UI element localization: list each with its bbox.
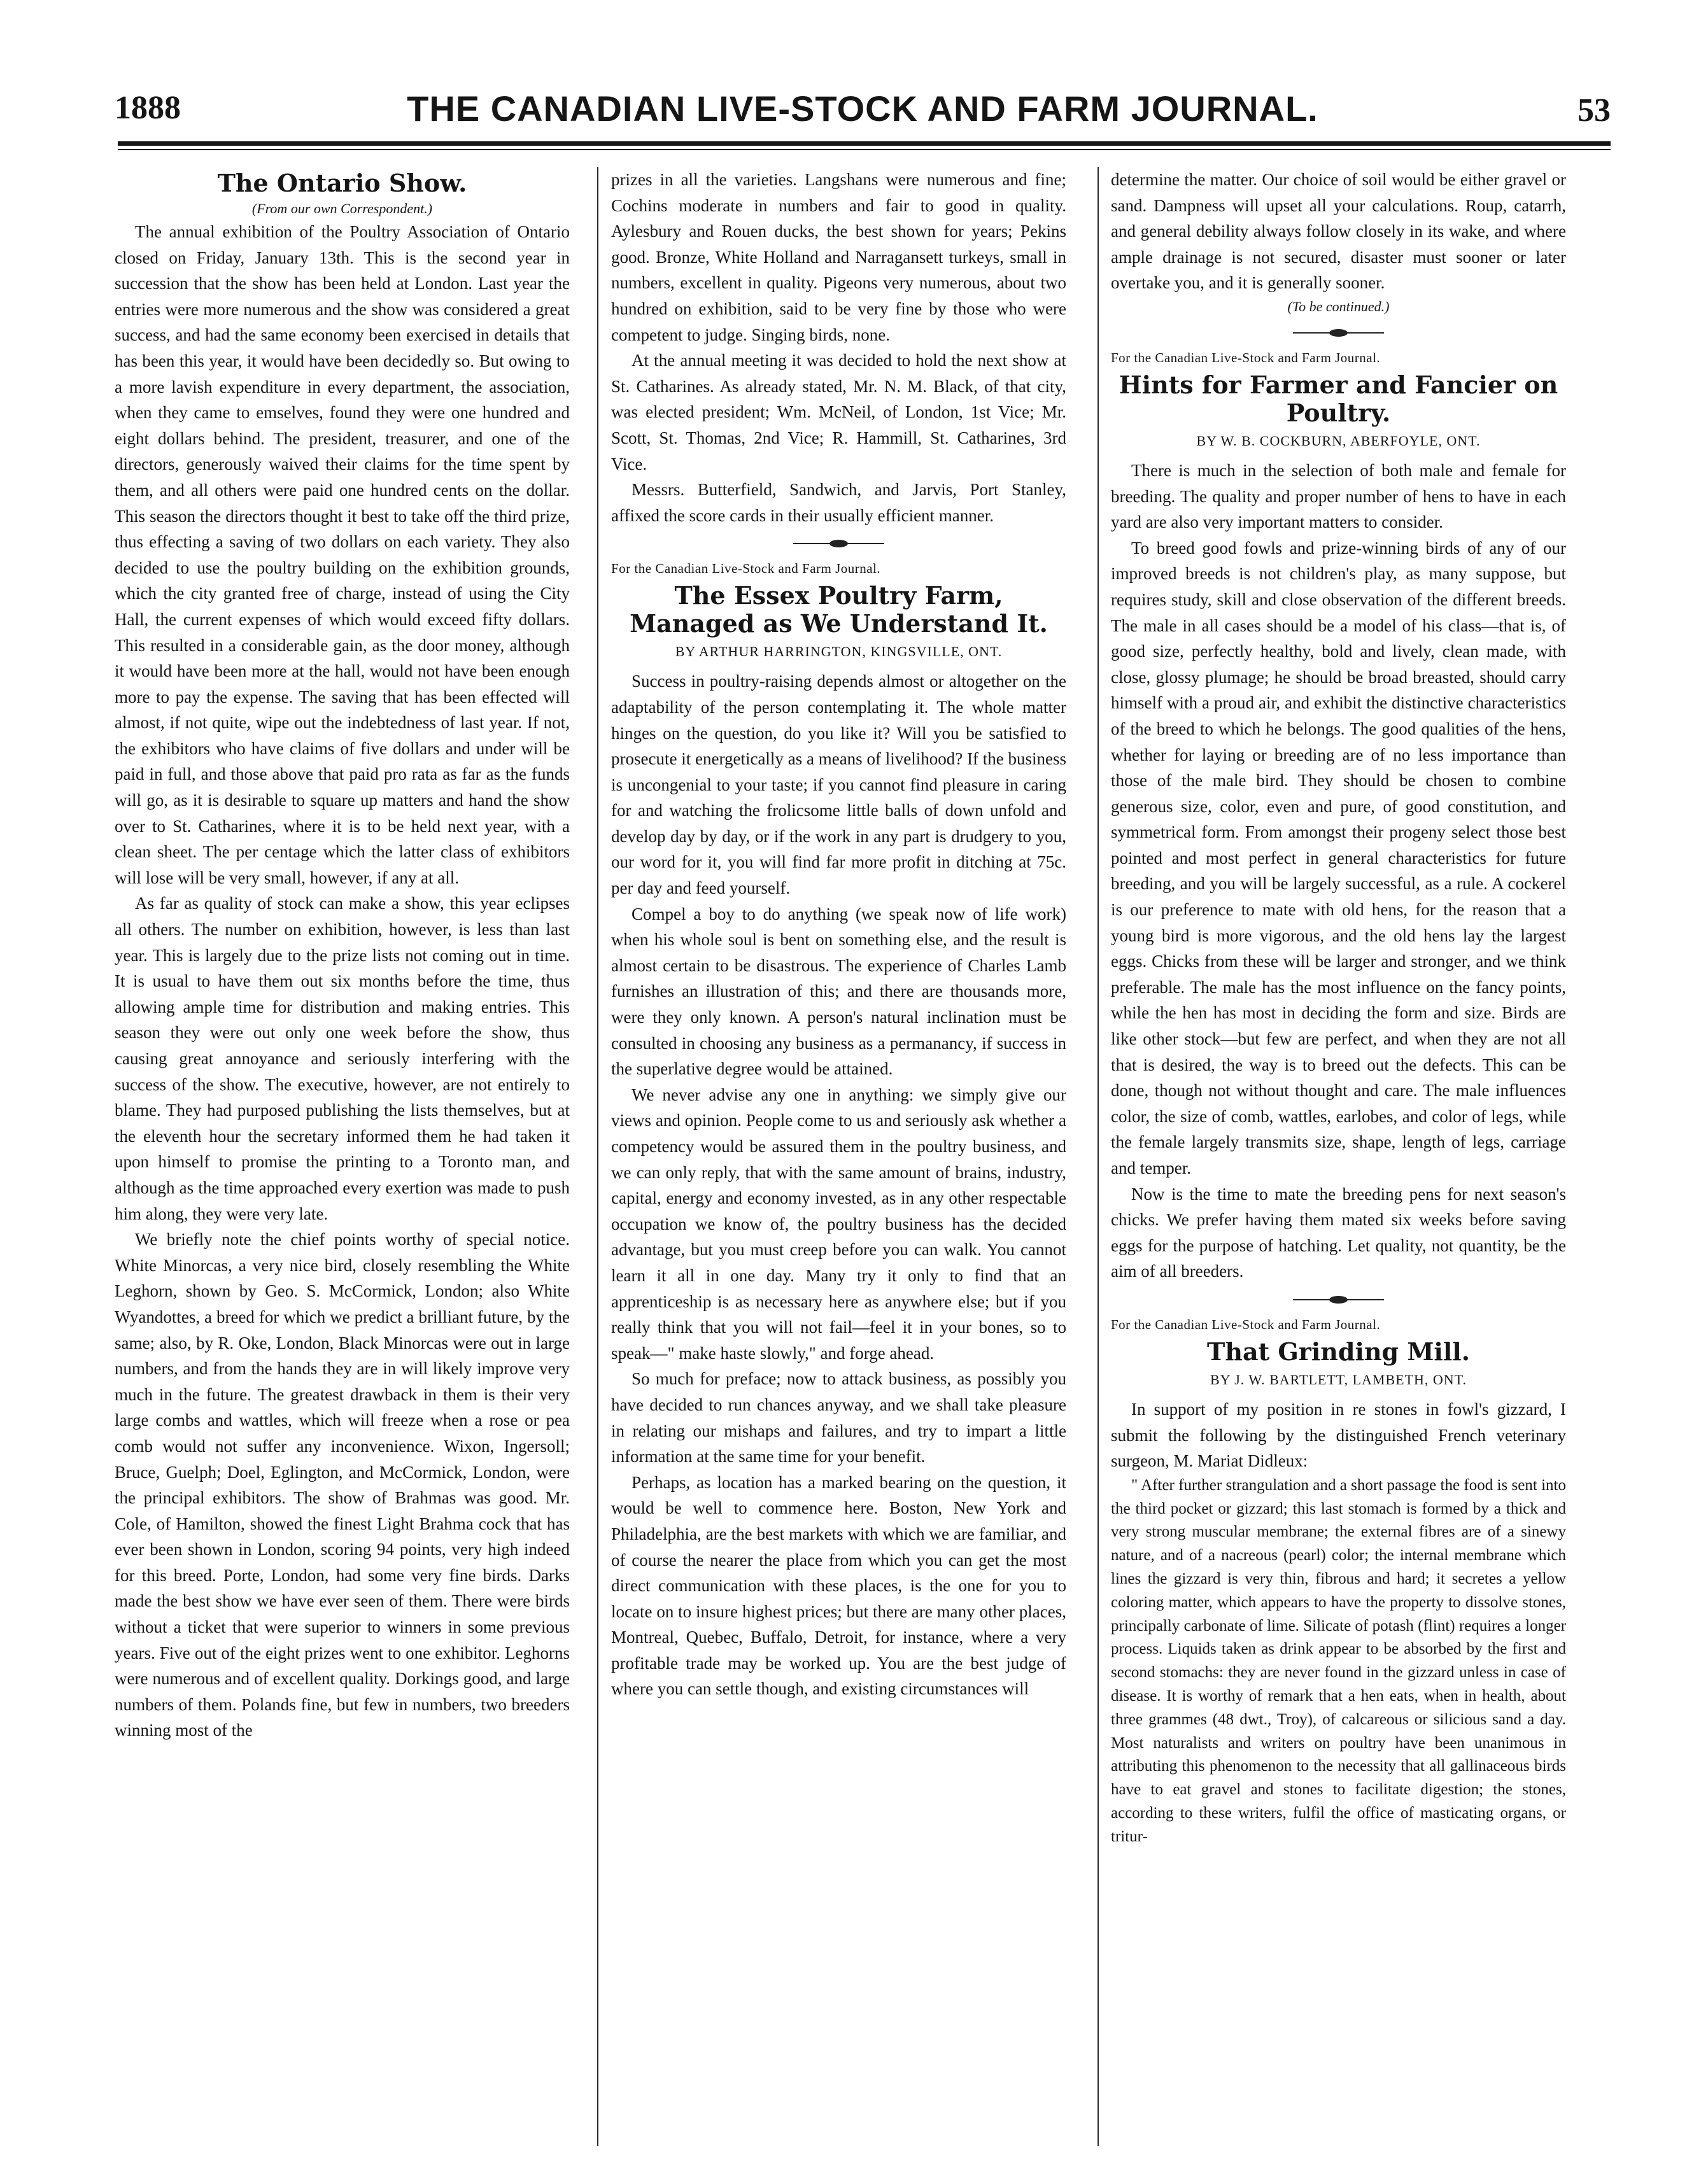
column-2 — [611, 167, 1066, 2146]
column-3 — [1111, 167, 1566, 2146]
paragraph: At the annual meeting it was decided to hold the next show at St. Catharines. As already stated, Mr. N. M. Black, of that city, was elected president; Wm. McNeil, of London, 1st Vice; Mr. Scott, St. Thomas, 2nd Vice; R. Hammill, St. Catharines, 3rd Vice. — [611, 351, 1066, 474]
journal-title: THE CANADIAN LIVE-STOCK AND FARM JOURNAL. — [407, 88, 1318, 129]
paragraph: Compel a boy to do anything (we speak now of life work) when his whole soul is bent on something else, and the result is almost certain to be disastrous. The experience of Charles Lamb furnishes an illustration of this; and there are thousands more, were they only known. A person's natural inclination must be consulted in choosing any business as a permanancy, if success in the superlative degree would be attained. — [611, 904, 1066, 1079]
paragraph: As far as quality of stock can make a show, this year eclipses all others. The number on exhibition, however, is less than last year. This is largely due to the prize lists not coming out in time. It is usual to have them out six months before the time, thus allowing ample time for distribution and making entries. This season they were out only one week before the show, thus causing great annoyance and seriously interfering with the success of the show. The executive, however, are not entirely to blame. They had purposed publishing the lists themselves, but at the eleventh hour the secretary informed them he had taken it upon himself to promise the printing to a Toronto man, and although as the time approached every exertion was made to push him along, they were very late. — [115, 894, 570, 1223]
article-byline: BY W. B. COCKBURN, ABERFOYLE, ONT. — [1196, 432, 1481, 449]
article-heading: The Essex Poultry Farm, Managed as We Understand It. — [630, 581, 1048, 638]
paragraph: Now is the time to mate the breeding pens for next season's chicks. We prefer having them mated six weeks before saving eggs for the purpose of hatching. Let quality, not quantity, be the aim of all breeders. — [1111, 1184, 1566, 1281]
article-source: For the Canadian Live-Stock and Farm Journal. — [1111, 349, 1381, 365]
to-be-continued: (To be continued.) — [1287, 298, 1390, 314]
paragraph: Success in poultry-raising depends almost or altogether on the adaptability of the person contemplating it. The whole matter hinges on the question, do you like it? Will you be satisfied to prosecute it energetically as a means of livelihood? If the business is uncongenial to your taste; if you cannot find pleasure in caring for and watching the frolicsome little balls of down unfold and develop day by day, or if the work in any part is drudgery to you, our word for it, you will find far more profit in ditching at 75c. per day and feed yourself. — [611, 672, 1066, 898]
column-rule — [597, 167, 598, 2146]
article-byline: BY ARTHUR HARRINGTON, KINGSVILLE, ONT. — [675, 643, 1003, 660]
article-subhead: (From our own Correspondent.) — [251, 200, 433, 216]
paragraph: There is much in the selection of both male and female for breeding. The quality and proper number of hens to have in each yard are also very important matters to consider. — [1111, 460, 1566, 532]
paragraph: Messrs. Butterfield, Sandwich, and Jarvis, Port Stanley, affixed the score cards in their usually efficient manner. — [611, 480, 1066, 525]
quotation-text: " After further strangulation and a short passage the food is sent into the third pocket or gizzard; this last stomach is formed by a thick and very strong muscular membrane; the external fibres are of a sinewy nature, and of a nacreous (pearl) color; the internal membrane which lines the gizzard is very thin, fibrous and hard; it secretes a yellow coloring matter, which appears to have the property to dissolve stones, principally carbonate of lime. Silicate of potash (flint) requires a longer process. Liquids taken as drink appear to be absorbed by the first and second stomachs: they are never found in the gizzard unless in case of disease. It is worthy of remark that a hen eats, when in health, about three grammes (48 dwt., Troy), of calcareous or silicious sand a day. Most naturalists and writers on poultry have been unanimous in attributing this phenomenon to the necessity that all gallinaceous birds have to eat gravel and stones to facilitate digestion; the stones, according to these writers, fulfil the office of masticating organs, or tritur- — [1111, 1476, 1566, 1845]
paragraph: prizes in all the varieties. Langshans were numerous and fine; Cochins moderate in numbers and fair to good in quality. Aylesbury and Rouen ducks, the best shown for years; Pekins good. Bronze, White Holland and Narragansett turkeys, small in numbers, excellent in quality. Pigeons very numerous, about two hundred on exhibition, said to be very fine by those who were competent to judge. Singing birds, none. — [611, 170, 1066, 344]
article-byline: BY J. W. BARTLETT, LAMBETH, ONT. — [1210, 1371, 1467, 1388]
section-divider — [611, 532, 1066, 554]
paragraph: determine the matter. Our choice of soil would be either gravel or sand. Dampness will upset all your calculations. Roup, catarrh, and general debility always follow closely in its wake, and where ample drainage is not secured, disaster must sooner or later overtake you, and it is generally sooner. — [1111, 170, 1566, 293]
paragraph: To breed good fowls and prize-winning birds of any of our improved breeds is not children's play, as many suppose, but requires study, skill and close observation of the different breeds. The male in all cases should be a model of his class—that is, of good size, perfectly healthy, bold and lively, clean made, with close, glossy plumage; he should be broad breasted, should carry himself with a proud air, and exhibit the distinctive characteristics of the breed to which he belongs. The good qualities of the hens, whether for laying or breeding are of no less importance than those of the male bird. They should be chosen to combine generous size, color, even and pure, of good constitution, and symmetrical form. From amongst their progeny select those best pointed and most perfect in general characteristics for future breeding, and you will be largely successful, as a rule. A cockerel is our preference to mate with old hens, for the reason that a young bird is more vigorous, and the old hens lay the largest eggs. Chicks from these will be larger and stronger, and we think preferable. The male has the most influence on the fancy points, while the hen has most in deciding the form and size. Birds are like other stock—but few are perfect, and when they are not all that is desired, the way is to breed out the defects. This can be done, though not without thought and care. The male influences color, the size of comb, wattles, earlobes, and color of legs, while the female largely transmits size, shape, length of legs, carriage and temper. — [1111, 538, 1566, 1178]
paragraph: We never advise any one in anything: we simply give our views and opinion. People come to us and seriously ask whether a competency would be assured them in the poultry business, and we can only reply, that with the same amount of brains, industry, capital, energy and economy invested, as in any other respectable occupation we know of, the poultry business has the decided advantage, but you must creep before you can walk. You cannot learn it all in one day. Many try it only to find that an apprenticeship is as necessary here as anywhere else; but if you really think that you will not fail—feel it in your bones, so to speak—" make haste slowly," and forge ahead. — [611, 1085, 1066, 1363]
section-divider — [1111, 1288, 1566, 1310]
paragraph: The annual exhibition of the Poultry Association of Ontario closed on Friday, January 13th. This is the second year in succession that the show has been held at London. Last year the entries were more numerous and the show was considered a great success, and had the same economy been exercised in details that has been this year, it would have been decidedly so. But owing to a more lavish expenditure in every department, the association, when they came to emselves, found they were one hundred and eight dollars behind. The president, treasurer, and one of the directors, generously waived their claims for the time spent by them, and all others were paid one hundred cents on the dollar. This season the directors thought it best to take off the third prize, thus effecting a saving of two dollars on each variety. They also decided to use the poultry building on the exhibition grounds, which the city granted free of charge, instead of using the City Hall, the current expenses of which would exceed fifty dollars. This resulted in a considerable gain, as the door money, although it would have been more at the hall, would not have been enough more to pay the expense. The saving that has been effected will almost, if not quite, wipe out the indebtedness of last year. If not, the exhibitors who have claims of five dollars and under will be paid in full, and those above that paid pro rata as far as the funds will go, as it is desirable to square up matters and hand the show over to St. Catharines, where it is to be held next year, with a clean sheet. The per centage which the latter class of exhibitors will lose will be very small, however, if any at all. — [115, 222, 570, 887]
section-divider — [1111, 321, 1566, 343]
masthead — [115, 88, 1611, 145]
article-source: For the Canadian Live-Stock and Farm Journal. — [1111, 1316, 1381, 1332]
column-1 — [115, 167, 570, 2146]
article-heading: The Ontario Show. — [217, 169, 467, 197]
column-rule — [1097, 167, 1099, 2146]
paragraph: Perhaps, as location has a marked bearing on the question, it would be well to commence here. Boston, New York and Philadelphia, are the best markets with which we are familiar, and of course the nearer the place from which you can get the most direct communication with these places, is the one for you to locate on to insure highest prices; but there are many other places, Montreal, Quebec, Buffalo, Detroit, for instance, where a very profitable trade may be worked up. You are the best judge of where you can settle though, and existing circumstances will — [611, 1472, 1066, 1699]
article-source: For the Canadian Live-Stock and Farm Journal. — [611, 561, 881, 577]
paragraph: In support of my position in re stones in fowl's gizzard, I submit the following by the distinguished French veterinary surgeon, M. Mariat Didleux: — [1111, 1399, 1566, 1471]
article-heading: Hints for Farmer and Fancier on Poultry. — [1119, 370, 1558, 427]
header-rule-thin — [118, 149, 1611, 150]
paragraph: So much for preface; now to attack business, as possibly you have decided to run chances anyway, and we shall take pleasure in relating our mishaps and failures, and try to impart a little information at the same time for your benefit. — [611, 1369, 1066, 1466]
article-heading: That Grinding Mill. — [1207, 1337, 1470, 1366]
page-number: 53 — [1577, 92, 1611, 129]
paragraph: We briefly note the chief points worthy of special notice. White Minorcas, a very nice bird, closely resembling the White Leghorn, shown by Geo. S. McCormick, London; also White Wyandottes, a breed for which we predict a brilliant future, by the same; also, by R. Oke, London, Black Minorcas were out in large numbers, and from the hands they are in will likely improve very much in the future. The greatest drawback in them is their very large combs and wattles, which will freeze when a rose or pea comb would not suffer any inconvenience. Wixon, Ingersoll; Bruce, Guelph; Doel, Eglington, and McCormick, London, were the principal exhibitors. The show of Brahmas was good. Mr. Cole, of Hamilton, showed the finest Light Brahma cock that has ever been shown in London, scoring 94 points, very high indeed for this breed. Porte, London, had some very fine birds. Darks made the best show we have ever seen of them. There were birds without a ticket that were superior to winners in some previous years. Five out of the eight prizes went to one exhibitor. Leghorns were numerous and of excellent quality. Dorkings good, and large numbers of them. Polands fine, but few in numbers, two breeders winning most of the — [115, 1230, 570, 1740]
year: 1888 — [115, 90, 181, 126]
quotation-block — [1111, 1474, 1566, 1849]
header-rule — [118, 141, 1611, 146]
